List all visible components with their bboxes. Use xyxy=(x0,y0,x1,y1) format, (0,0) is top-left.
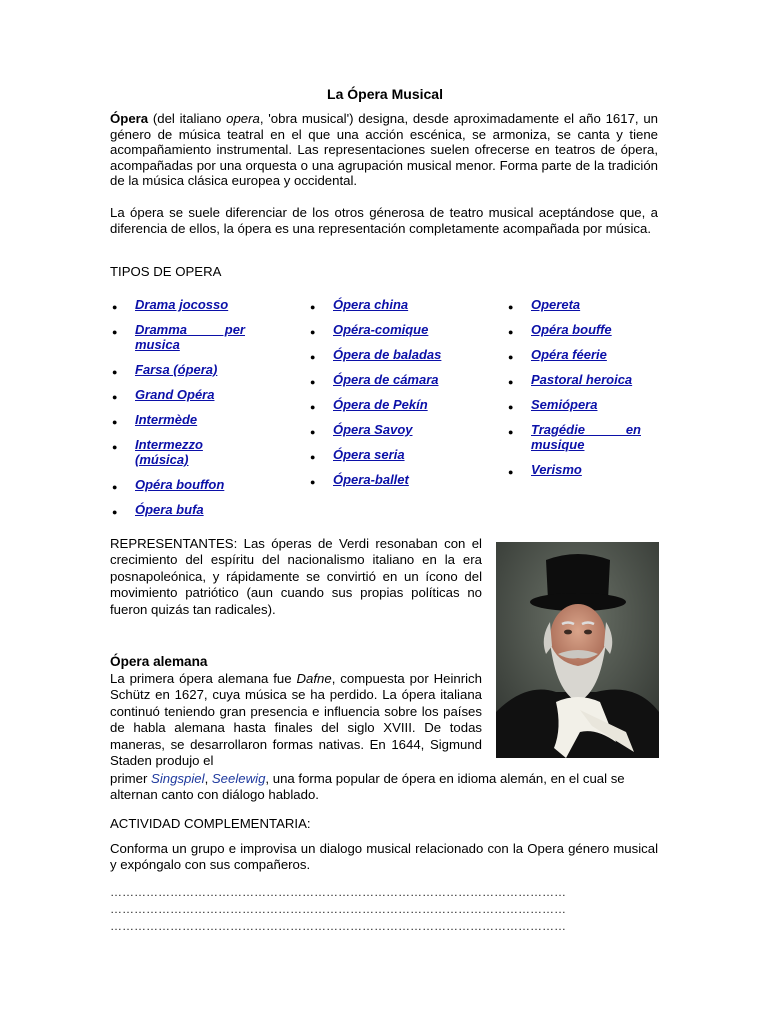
intro-text-1: (del italiano xyxy=(148,111,227,126)
opera-type-link[interactable]: Pastoral heroica xyxy=(531,372,633,387)
opera-type-link[interactable]: Ópera-ballet xyxy=(333,472,409,487)
bullet-icon: ● xyxy=(310,302,316,312)
bullet-icon: ● xyxy=(508,402,514,412)
bullet-icon: ● xyxy=(508,467,514,477)
opera-type-item xyxy=(308,472,443,487)
bullet-icon: ● xyxy=(310,452,316,462)
bullet-icon: ● xyxy=(310,352,316,362)
bullet-icon: ● xyxy=(112,367,118,377)
intro-italic: opera xyxy=(226,111,260,126)
intro-paragraph xyxy=(110,111,658,189)
opera-type-link[interactable]: Ópera china xyxy=(333,297,409,312)
alemana-paragraph xyxy=(110,671,482,769)
answer-line-2: …………………………………………………………………………………………………… xyxy=(110,902,566,916)
opera-type-item xyxy=(110,297,245,312)
bullet-icon: ● xyxy=(112,327,118,337)
opera-type-link[interactable]: Verismo xyxy=(531,462,582,477)
types-column-1 xyxy=(110,297,245,527)
bullet-icon: ● xyxy=(508,352,514,362)
bullet-icon: ● xyxy=(508,377,514,387)
tipos-heading: TIPOS DE OPERA xyxy=(110,264,222,279)
bullet-icon: ● xyxy=(112,417,118,427)
bullet-icon: ● xyxy=(112,507,118,517)
opera-type-item xyxy=(308,322,443,337)
opera-type-item xyxy=(110,477,245,492)
opera-type-link[interactable]: Ópera de baladas xyxy=(333,347,442,362)
opera-type-item xyxy=(506,422,641,452)
opera-type-link[interactable]: Dramma per musica xyxy=(135,322,245,352)
opera-type-link[interactable]: Ópera bufa xyxy=(135,502,204,517)
bullet-icon: ● xyxy=(310,477,316,487)
opera-type-item xyxy=(506,322,641,337)
opera-type-link[interactable]: Opéra-comique xyxy=(333,322,429,337)
opera-type-item xyxy=(308,422,443,437)
opera-type-link[interactable]: Ópera Savoy xyxy=(333,422,413,437)
alemana-italic: Dafne xyxy=(296,671,332,686)
opera-type-item xyxy=(308,372,443,387)
opera-type-item xyxy=(308,297,443,312)
alemana-heading: Ópera alemana xyxy=(110,654,208,669)
opera-type-link[interactable]: Ópera de Pekín xyxy=(333,397,428,412)
opera-type-item xyxy=(110,412,245,427)
bullet-icon: ● xyxy=(112,482,118,492)
opera-type-link[interactable]: Ópera seria xyxy=(333,447,405,462)
representantes-paragraph: REPRESENTANTES: Las óperas de Verdi resonaban con el crecimiento del espíritu del nacionalismo italiano en la era posnapoleónica, y rápidamente se convirtió en un ícono del movimiento patriótico (aun cuando sus propias políticas no fueron quizás tan radicales). xyxy=(110,536,482,617)
bullet-icon: ● xyxy=(310,427,316,437)
opera-type-link[interactable]: Farsa (ópera) xyxy=(135,362,218,377)
opera-type-item xyxy=(308,347,443,362)
opera-type-link[interactable]: Opéra bouffe xyxy=(531,322,612,337)
actividad-text: Conforma un grupo e improvisa un dialogo musical relacionado con la Opera género musical y expóngalo con sus compañeros. xyxy=(110,841,658,873)
page-title: La Ópera Musical xyxy=(327,86,443,102)
opera-type-link[interactable]: Grand Opéra xyxy=(135,387,215,402)
intro-text-2: , 'obra musical') designa, desde aproximadamente el año 1617, un género de música teatral en el que una acción escénica, se armoniza, se canta y tiene acompañamiento instrumental. Las representaciones suelen ofrecerse en teatros de ópera, acompañadas por una orquesta o una agrupación musical menor. Forma parte de la tradición de la música clásica europea y occidental. xyxy=(110,111,658,189)
actividad-heading: ACTIVIDAD COMPLEMENTARIA: xyxy=(110,816,311,831)
opera-type-item xyxy=(110,437,245,467)
seelewig-link[interactable]: Seelewig xyxy=(211,771,266,786)
opera-type-item xyxy=(506,297,641,312)
bullet-icon: ● xyxy=(508,427,514,437)
bullet-icon: ● xyxy=(112,392,118,402)
bullet-icon: ● xyxy=(310,402,316,412)
alemana-paragraph-continued xyxy=(110,771,658,804)
second-paragraph: La ópera se suele diferenciar de los otros génerosa de teatro musical aceptándose que, a diferencia de ellos, la ópera es una representación completamente acompañada por música. xyxy=(110,205,658,236)
alemana-text-1: La primera ópera alemana fue xyxy=(110,671,297,686)
opera-type-link[interactable]: Opéra féerie xyxy=(531,347,607,362)
opera-type-link[interactable]: Opereta xyxy=(531,297,581,312)
alemana-text-4: , una forma popular de ópera en idioma alemán, en el cual se alternan canto con diálogo hablado. xyxy=(110,771,625,803)
alemana-text-2: , compuesta por Heinrich Schütz en 1627, cuya música se ha perdido. La ópera italiana continuó teniendo gran presencia e influencia sobre los países de habla alemana hasta finales del siglo XVIII. De todas maneras, se desarrollaron formas nativas. En 1644, Sigmund Staden produjo el xyxy=(110,671,482,769)
opera-type-link[interactable]: Intermezzo (música) xyxy=(135,437,203,467)
alemana-separator: , xyxy=(204,771,212,786)
opera-type-link[interactable]: Drama jocosso xyxy=(135,297,229,312)
verdi-portrait-image xyxy=(496,542,659,758)
opera-type-item xyxy=(506,462,641,477)
singspiel-link[interactable]: Singspiel xyxy=(151,771,205,786)
opera-type-link[interactable]: Intermède xyxy=(135,412,198,427)
opera-type-item xyxy=(308,447,443,462)
opera-type-link[interactable]: Opéra bouffon xyxy=(135,477,225,492)
types-column-2 xyxy=(308,297,443,497)
bullet-icon: ● xyxy=(310,327,316,337)
bullet-icon: ● xyxy=(508,302,514,312)
opera-type-item xyxy=(308,397,443,412)
opera-type-item xyxy=(506,372,641,387)
opera-type-item xyxy=(506,347,641,362)
opera-type-item xyxy=(110,322,245,352)
intro-term: Ópera xyxy=(110,111,149,126)
opera-type-item xyxy=(110,387,245,402)
bullet-icon: ● xyxy=(112,302,118,312)
opera-type-link[interactable]: Ópera de cámara xyxy=(333,372,439,387)
answer-line-3: …………………………………………………………………………………………………… xyxy=(110,919,566,933)
opera-type-link[interactable]: Tragédie en musique xyxy=(531,422,641,452)
opera-type-item xyxy=(110,362,245,377)
types-column-3 xyxy=(506,297,641,487)
bullet-icon: ● xyxy=(112,442,118,452)
answer-line-1: …………………………………………………………………………………………………… xyxy=(110,885,566,899)
opera-type-link[interactable]: Semiópera xyxy=(531,397,598,412)
bullet-icon: ● xyxy=(310,377,316,387)
opera-type-item xyxy=(110,502,245,517)
bullet-icon: ● xyxy=(508,327,514,337)
alemana-text-3: primer xyxy=(110,771,152,786)
opera-type-item xyxy=(506,397,641,412)
